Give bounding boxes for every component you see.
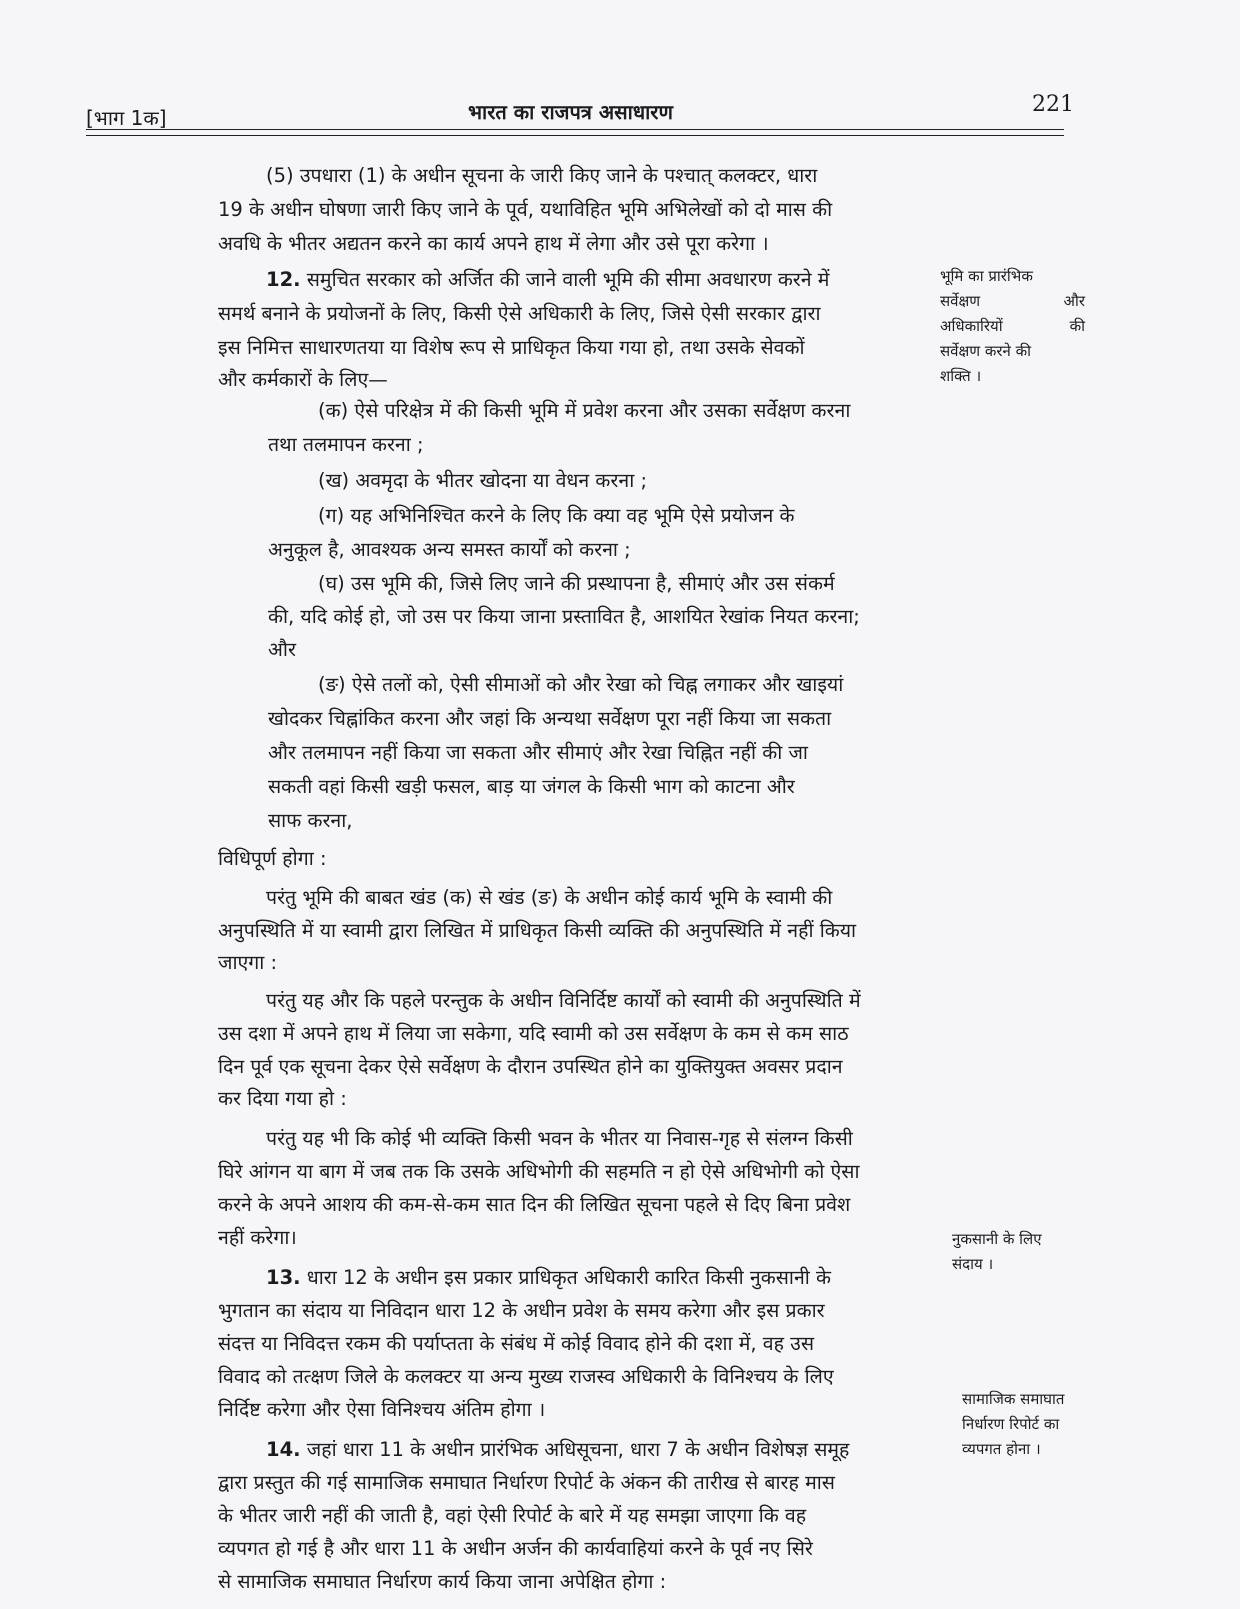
side-note-section-12: भूमि का प्रारंभिक सर्वेक्षण और अधिकारियों की सर्वेक्षण करने की शक्ति । — [940, 267, 1085, 385]
body-line: और तलमापन नहीं किया जा सकता और सीमाएं और रेखा चिह्नित नहीं की जा — [268, 741, 808, 764]
body-line: अनुकूल है, आवश्यक अन्य समस्त कार्यों को करना ; — [268, 538, 631, 561]
body-line: के भीतर जारी नहीं की जाती है, वहां ऐसी रिपोर्ट के बारे में यह समझा जाएगा कि वह — [218, 1504, 807, 1527]
section-tag: [भाग 1क] — [86, 106, 167, 130]
clause-nga: (ङ) ऐसे तलों को, ऐसी सीमाओं को और रेखा को चिह्न लगाकर और खाइयां — [318, 673, 844, 696]
body-line: से सामाजिक समाघात निर्धारण कार्य किया जाना अपेक्षित होगा : — [218, 1570, 667, 1593]
proviso-3: परंतु यह भी कि कोई भी व्यक्ति किसी भवन के भीतर या निवास-गृह से संलग्न किसी — [266, 1127, 853, 1150]
proviso-1: परंतु भूमि की बाबत खंड (क) से खंड (ङ) के अधीन कोई कार्य भूमि के स्वामी की — [266, 886, 833, 909]
body-line: विधिपूर्ण होगा : — [218, 847, 327, 870]
page-number: 221 — [1032, 92, 1074, 117]
body-line: अवधि के भीतर अद्यतन करने का कार्य अपने हाथ में लेगा और उसे पूरा करेगा । — [218, 232, 769, 255]
side-note-section-13: नुकसानी के लिए संदाय । — [952, 1230, 1042, 1273]
side-note-section-14: सामाजिक समाघात निर्धारण रिपोर्ट का व्यपगत होना । — [962, 1390, 1065, 1458]
body-line: अनुपस्थिति में या स्वामी द्वारा लिखित में प्राधिकृत किसी व्यक्ति की अनुपस्थिति में नहीं किया — [218, 919, 857, 942]
section-12-first-line: 12. समुचित सरकार को अर्जित की जाने वाली भूमि की सीमा अवधारण करने में — [266, 268, 830, 291]
body-line: द्वारा प्रस्तुत की गई सामाजिक समाघात निर्धारण रिपोर्ट के अंकन की तारीख से बारह मास — [218, 1471, 835, 1494]
body-line: साफ करना, — [268, 809, 353, 832]
body-line: व्यपगत हो गई है और धारा 11 के अधीन अर्जन की कार्यवाहियां करने के पूर्व नए सिरे — [218, 1537, 813, 1560]
header-rule — [86, 129, 1064, 130]
body-line: निर्दिष्ट करेगा और ऐसा विनिश्चय अंतिम होगा । — [218, 1398, 546, 1421]
body-line: करने के अपने आशय की कम-से-कम सात दिन की लिखित सूचना पहले से दिए बिना प्रवेश — [218, 1193, 851, 1216]
body-line: (5) उपधारा (1) के अधीन सूचना के जारी किए जाने के पश्चात् कलक्टर, धारा — [266, 164, 818, 187]
body-line: दिन पूर्व एक सूचना देकर ऐसे सर्वेक्षण के दौरान उपस्थित होने का युक्तियुक्त अवसर प्रदान — [218, 1055, 843, 1078]
section-13-first-line: 13. धारा 12 के अधीन इस प्रकार प्राधिकृत अधिकारी कारित किसी नुकसानी के — [266, 1266, 831, 1289]
body-line: भुगतान का संदाय या निविदान धारा 12 के अधीन प्रवेश के समय करेगा और इस प्रकार — [218, 1299, 825, 1322]
body-line: उस दशा में अपने हाथ में लिया जा सकेगा, यदि स्वामी को उस सर्वेक्षण के कम से कम साठ — [218, 1022, 849, 1045]
proviso-2: परंतु यह और कि पहले परन्तुक के अधीन विनिर्दिष्ट कार्यों को स्वामी की अनुपस्थिति में — [266, 989, 861, 1012]
header-rule-double — [86, 135, 1064, 136]
body-line: की, यदि कोई हो, जो उस पर किया जाना प्रस्तावित है, आशयित रेखांक नियत करना; — [268, 605, 860, 628]
body-line: सकती वहां किसी खड़ी फसल, बाड़ या जंगल के किसी भाग को काटना और — [268, 775, 795, 798]
body-line: 19 के अधीन घोषणा जारी किए जाने के पूर्व, यथाविहित भूमि अभिलेखों को दो मास की — [218, 198, 833, 221]
body-line: खोदकर चिह्नांकित करना और जहां कि अन्यथा सर्वेक्षण पूरा नहीं किया जा सकता — [268, 707, 832, 730]
body-line: और कर्मकारों के लिए— — [218, 368, 388, 391]
body-line: विवाद को तत्क्षण जिले के कलक्टर या अन्य मुख्य राजस्व अधिकारी के विनिश्चय के लिए — [218, 1365, 834, 1388]
clause-ga: (ग) यह अभिनिश्चित करने के लिए कि क्या वह भूमि ऐसे प्रयोजन के — [318, 504, 795, 527]
body-line: जाएगा : — [218, 951, 278, 974]
clause-ka: (क) ऐसे परिक्षेत्र में की किसी भूमि में प्रवेश करना और उसका सर्वेक्षण करना — [318, 399, 851, 422]
body-line: संदत्त या निविदत्त रकम की पर्याप्तता के संबंध में कोई विवाद होने की दशा में, वह उस — [218, 1332, 815, 1355]
body-line: नहीं करेगा। — [218, 1226, 297, 1249]
section-number: 12. — [266, 268, 301, 291]
section-number: 14. — [266, 1438, 301, 1461]
gazette-title: भारत का राजपत्र असाधारण — [468, 100, 673, 124]
body-line: इस निमित्त साधारणतया या विशेष रूप से प्राधिकृत किया गया हो, तथा उसके सेवकों — [218, 336, 805, 359]
section-number: 13. — [266, 1266, 301, 1289]
section-14-first-line: 14. जहां धारा 11 के अधीन प्रारंभिक अधिसूचना, धारा 7 के अधीन विशेषज्ञ समूह — [266, 1438, 850, 1461]
body-line: कर दिया गया हो : — [218, 1087, 347, 1110]
clause-gha: (घ) उस भूमि की, जिसे लिए जाने की प्रस्थापना है, सीमाएं और उस संकर्म — [318, 572, 835, 595]
body-line: तथा तलमापन करना ; — [268, 433, 424, 456]
clause-kha: (ख) अवमृदा के भीतर खोदना या वेधन करना ; — [318, 469, 648, 492]
body-line: और — [268, 638, 296, 661]
body-line: समर्थ बनाने के प्रयोजनों के लिए, किसी ऐसे अधिकारी के लिए, जिसे ऐसी सरकार द्वारा — [218, 302, 821, 325]
body-line: घिरे आंगन या बाग में जब तक कि उसके अधिभोगी की सहमति न हो ऐसे अधिभोगी को ऐसा — [218, 1160, 860, 1183]
